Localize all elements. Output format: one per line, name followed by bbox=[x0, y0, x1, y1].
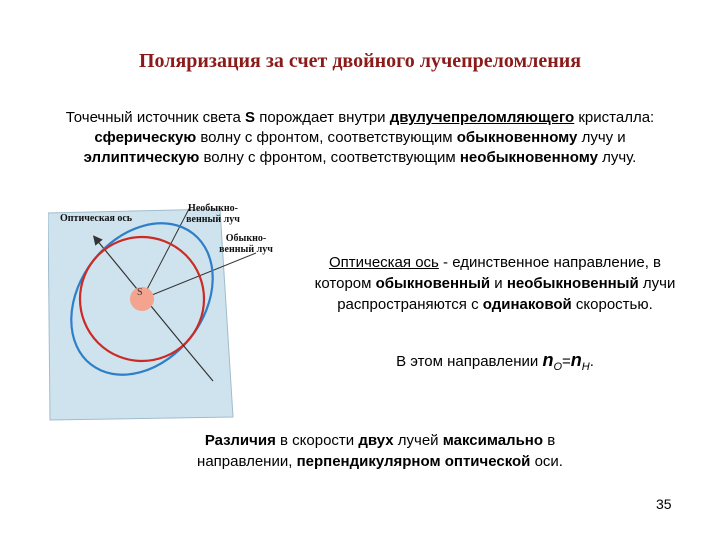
para3-text-part: в скорости bbox=[275, 432, 359, 449]
term-extraordinary: необыкновенный bbox=[506, 275, 639, 292]
term-two: двух bbox=[358, 432, 394, 449]
intro-text-part: кристалла: bbox=[574, 109, 655, 126]
optical-axis-label: Оптическая ось bbox=[60, 213, 133, 224]
intro-text-part: Точечный источник света bbox=[65, 109, 246, 126]
intro-term-elliptic: эллиптическую bbox=[83, 149, 200, 166]
intro-text bbox=[30, 108, 690, 168]
index-symbol-ordinary: n bbox=[542, 350, 554, 370]
para2-text-part: . bbox=[589, 353, 594, 370]
intro-text-part: лучу. bbox=[597, 149, 637, 166]
intro-line-3 bbox=[30, 148, 690, 168]
para2-text-part: В этом направлении bbox=[396, 353, 543, 370]
birefringence-diagram bbox=[48, 195, 308, 425]
intro-source-letter: S bbox=[245, 109, 256, 126]
intro-term-ordinary: обыкновенному bbox=[456, 129, 578, 146]
refractive-index-statement bbox=[290, 350, 700, 378]
term-differences: Различия bbox=[204, 432, 276, 449]
optical-axis-paragraph bbox=[290, 252, 700, 315]
intro-term-birefringent: двулучепреломляющего bbox=[389, 109, 575, 126]
ordinary-ray-label bbox=[210, 233, 282, 255]
para3-text-part: в bbox=[543, 432, 556, 449]
para3-text-part: лучей bbox=[393, 432, 443, 449]
para1-text-part: котором bbox=[314, 275, 376, 292]
para3-text-part: оси. bbox=[530, 453, 563, 470]
term-optical-axis: Оптическая ось bbox=[328, 254, 439, 271]
slide-title: Поляризация за счет двойного лучепреломления bbox=[138, 50, 582, 72]
para1-text-part: - единственное направление, в bbox=[438, 254, 662, 271]
intro-line-1 bbox=[30, 108, 690, 128]
intro-term-extraordinary: необыкновенному bbox=[459, 149, 598, 166]
intro-text-part: волну с фронтом, соответствующим bbox=[199, 149, 460, 166]
page-number: 35 bbox=[656, 496, 672, 512]
light-source-label: S bbox=[137, 287, 143, 298]
equals-sign: = bbox=[562, 353, 571, 370]
velocity-difference-paragraph bbox=[150, 430, 610, 472]
extraordinary-ray-label bbox=[168, 203, 258, 225]
intro-text-part: волну с фронтом, соответствующим bbox=[196, 129, 457, 146]
index-subscript-ordinary: O bbox=[553, 361, 563, 373]
para1-line bbox=[290, 273, 700, 294]
para3-line bbox=[150, 430, 610, 451]
index-symbol-extraordinary: n bbox=[570, 350, 582, 370]
para1-line bbox=[290, 252, 700, 273]
intro-term-spherical: сферическую bbox=[94, 129, 197, 146]
para1-text-part: и bbox=[490, 275, 507, 292]
term-same: одинаковой bbox=[482, 296, 572, 313]
para3-line bbox=[150, 451, 610, 472]
para1-text-part: распространяются с bbox=[337, 296, 483, 313]
intro-line-2 bbox=[30, 128, 690, 148]
ordinary-ray-label-line: Обыкно- bbox=[225, 233, 267, 244]
extraordinary-ray-label-line: венный луч bbox=[186, 214, 240, 225]
intro-text-part: порождает внутри bbox=[255, 109, 390, 126]
para3-text-part: направлении, bbox=[197, 453, 297, 470]
para1-text-part: лучи bbox=[638, 275, 676, 292]
extraordinary-ray-label-line: Необыкно- bbox=[188, 203, 238, 214]
term-maximal: максимально bbox=[442, 432, 544, 449]
index-subscript-extraordinary: H bbox=[581, 361, 590, 373]
intro-text-part: лучу и bbox=[577, 129, 626, 146]
ordinary-ray-label-line: венный луч bbox=[219, 244, 273, 255]
term-ordinary: обыкновенный bbox=[375, 275, 491, 292]
para1-line bbox=[290, 294, 700, 315]
para1-text-part: скоростью. bbox=[571, 296, 653, 313]
term-perpendicular: перпендикулярном оптической bbox=[296, 453, 531, 470]
